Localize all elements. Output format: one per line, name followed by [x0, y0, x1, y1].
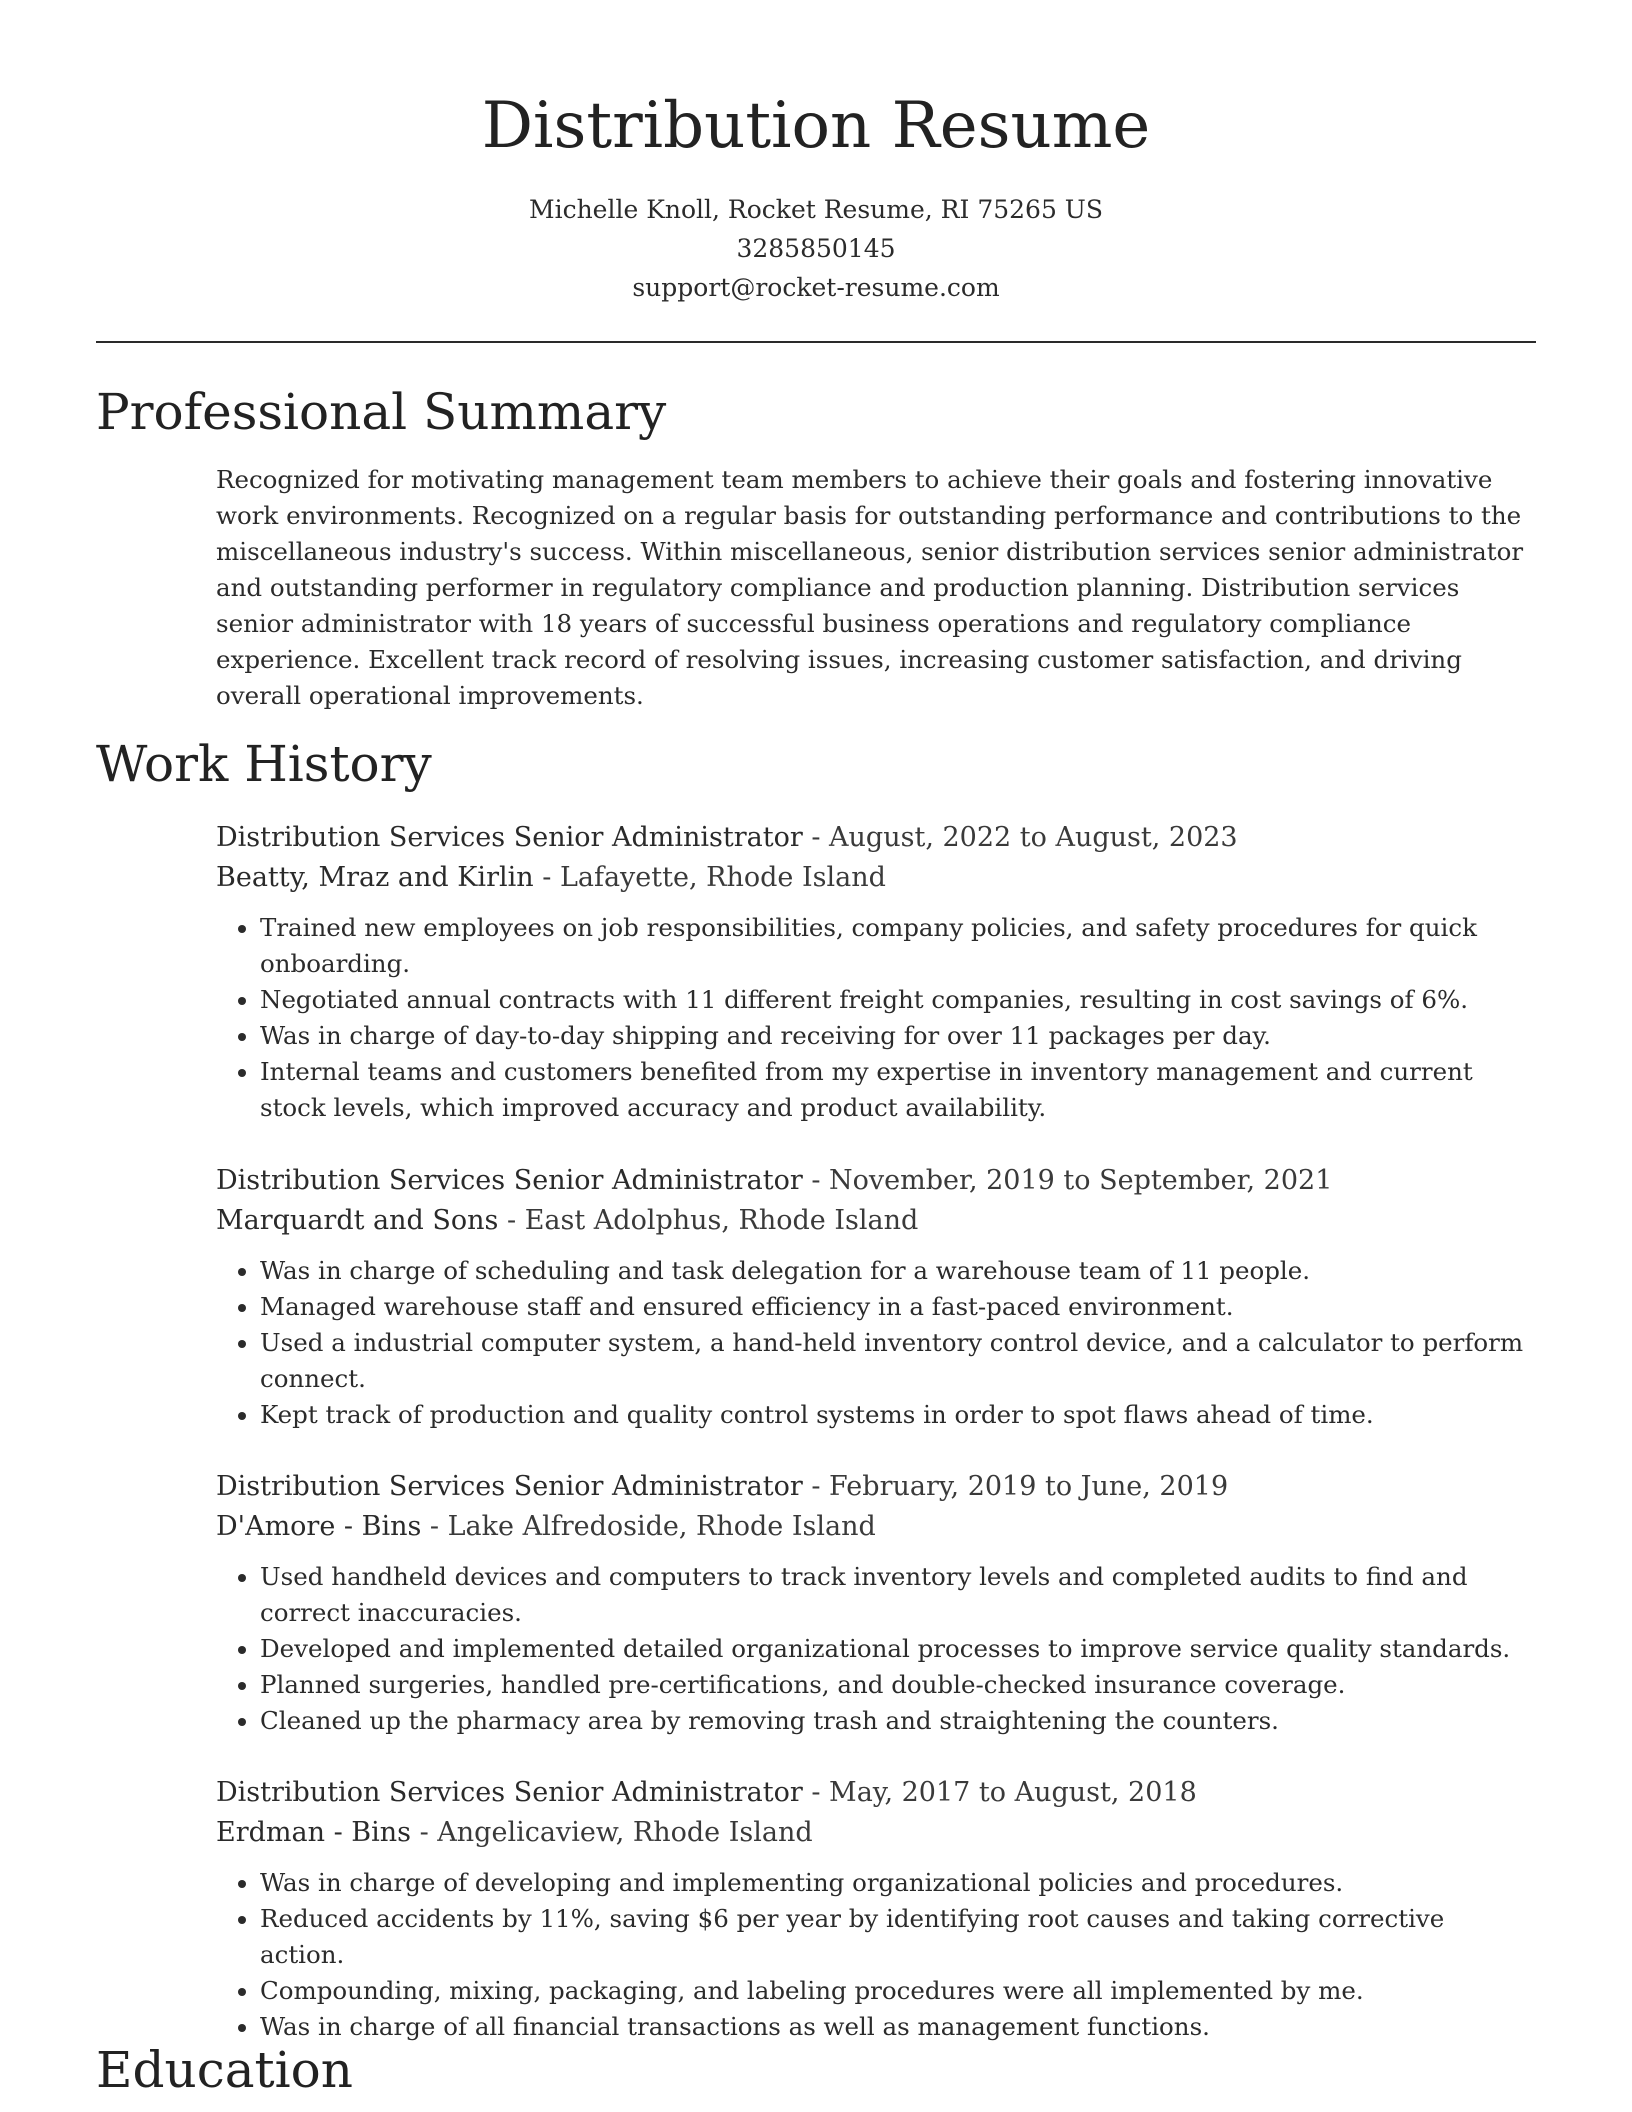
bullet-item: • Planned surgeries, handled pre-certifications, and double-checked insurance coverage.: [260, 1667, 1536, 1703]
job-company-line: [216, 858, 1536, 898]
job-title: Distribution Services Senior Administrator: [216, 1777, 803, 1808]
bullet-item: • Internal teams and customers benefited from my expertise in inventory management and current stock levels, which improved accuracy and product availability.: [260, 1054, 1536, 1126]
job-company-line: [216, 1507, 1536, 1547]
job-entry: [216, 818, 1536, 1126]
job-bullets: [216, 1559, 1536, 1739]
contact-phone: 3285850145: [736, 234, 896, 263]
job-title: Distribution Services Senior Administrator: [216, 1471, 803, 1502]
bullet-item: • Was in charge of all financial transactions as well as management functions.: [260, 2009, 1536, 2045]
separator: -: [411, 1817, 438, 1848]
summary-text: Recognized for motivating management team members to achieve their goals and fostering innovative work environments. Recognized on a regular basis for outstanding performance and contributions to the miscellaneous industry's success. Within miscellaneous, senior distribution services senior administrator and outstanding performer in regulatory compliance and production planning. Distribution services senior administrator with 18 years of successful business operations and regulatory compliance experience. Excellent track record of resolving issues, increasing customer satisfaction, and driving overall operational improvements.: [216, 465, 1524, 710]
job-dates: May, 2017 to August, 2018: [829, 1777, 1197, 1808]
job-dates: August, 2022 to August, 2023: [829, 822, 1238, 853]
bullet-item: • Was in charge of scheduling and task delegation for a warehouse team of 11 people.: [260, 1253, 1536, 1289]
bullet-item: • Developed and implemented detailed organizational processes to improve service quality standards.: [260, 1631, 1536, 1667]
job-company-line: [216, 1201, 1536, 1241]
separator: -: [802, 1777, 830, 1808]
job-dates: February, 2019 to June, 2019: [829, 1471, 1229, 1502]
job-title-line: [216, 1161, 1536, 1201]
separator: -: [802, 822, 830, 853]
bullet-item: • Trained new employees on job responsibilities, company policies, and safety procedures for quick onboarding.: [260, 910, 1536, 982]
job-entry: [216, 1467, 1536, 1739]
job-title: Distribution Services Senior Administrator: [216, 822, 803, 853]
bullet-item: • Used handheld devices and computers to track inventory levels and completed audits to find and correct inaccuracies.: [260, 1559, 1536, 1631]
bullet-item: • Cleaned up the pharmacy area by removing trash and straightening the counters.: [260, 1703, 1536, 1739]
separator: -: [533, 862, 560, 893]
job-title-line: [216, 1467, 1536, 1507]
job-bullets: [216, 910, 1536, 1126]
job-location: East Adolphus, Rhode Island: [524, 1205, 919, 1236]
resume-header: [0, 0, 1632, 307]
bullet-item: • Was in charge of day-to-day shipping and receiving for over 11 packages per day.: [260, 1018, 1536, 1054]
bullet-item: • Compounding, mixing, packaging, and labeling procedures were all implemented by me.: [260, 1973, 1536, 2009]
contact-block: [0, 190, 1632, 307]
job-location: Angelicaview, Rhode Island: [437, 1817, 813, 1848]
job-title: Distribution Services Senior Administrator: [216, 1165, 803, 1196]
job-location: Lake Alfredoside, Rhode Island: [447, 1511, 876, 1542]
education-heading: Education: [96, 2041, 353, 2099]
contact-email: support@rocket-resume.com: [632, 273, 1000, 302]
header-divider: [96, 341, 1536, 343]
work-history-heading: Work History: [96, 735, 432, 793]
job-location: Lafayette, Rhode Island: [559, 862, 886, 893]
job-title-line: [216, 1773, 1536, 1813]
bullet-item: • Managed warehouse staff and ensured efficiency in a fast-paced environment.: [260, 1289, 1536, 1325]
contact-address: Michelle Knoll, Rocket Resume, RI 75265 US: [528, 195, 1103, 224]
bullet-item: • Kept track of production and quality control systems in order to spot flaws ahead of time.: [260, 1397, 1536, 1433]
job-dates: November, 2019 to September, 2021: [829, 1165, 1333, 1196]
separator: -: [498, 1205, 525, 1236]
job-company: Erdman - Bins: [216, 1817, 411, 1848]
summary-heading: Professional Summary: [96, 383, 667, 441]
job-entry: [216, 1773, 1536, 2045]
separator: -: [802, 1165, 830, 1196]
bullet-item: • Was in charge of developing and implementing organizational policies and procedures.: [260, 1865, 1536, 1901]
job-bullets: [216, 1865, 1536, 2045]
bullet-item: • Used a industrial computer system, a hand-held inventory control device, and a calculator to perform connect.: [260, 1325, 1536, 1397]
job-company: Beatty, Mraz and Kirlin: [216, 862, 534, 893]
job-entry: [216, 1161, 1536, 1433]
job-company: D'Amore - Bins: [216, 1511, 422, 1542]
separator: -: [421, 1511, 448, 1542]
bullet-item: • Negotiated annual contracts with 11 different freight companies, resulting in cost savings of 6%.: [260, 982, 1536, 1018]
job-company-line: [216, 1813, 1536, 1853]
job-title-line: [216, 818, 1536, 858]
bullet-item: • Reduced accidents by 11%, saving $6 per year by identifying root causes and taking corrective action.: [260, 1901, 1536, 1973]
separator: -: [802, 1471, 830, 1502]
job-company: Marquardt and Sons: [216, 1205, 499, 1236]
resume-title: Distribution Resume: [481, 89, 1151, 163]
job-bullets: [216, 1253, 1536, 1433]
